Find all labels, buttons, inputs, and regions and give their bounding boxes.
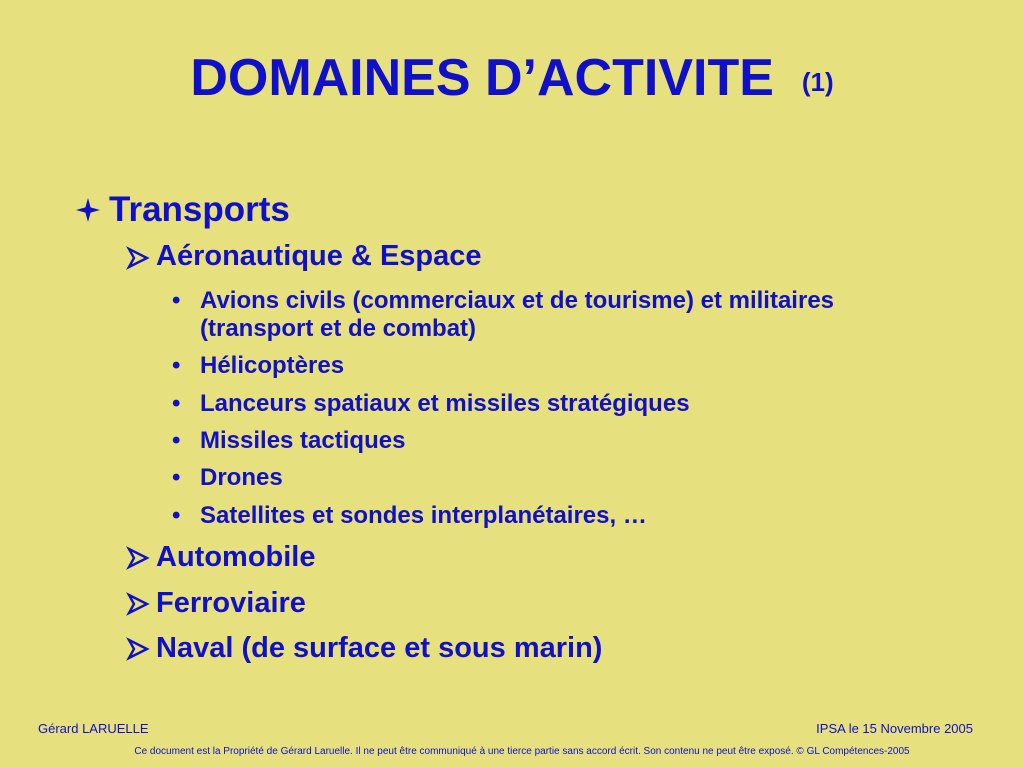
list-item-transports: Transports xyxy=(109,190,290,229)
list-item-satellites: Satellites et sondes interplanétaires, … xyxy=(200,502,647,529)
arrow-bullet-icon xyxy=(126,592,150,616)
title-text: DOMAINES D’ACTIVITE xyxy=(190,49,774,107)
footer-copyright-text: Ce document est la Propriété de Gérard Laruelle. Il ne peut être communiqué à une tierce partie sans accord écrit. Son contenu ne peut être exposé. © GL Compétences-2005 xyxy=(134,746,910,757)
bullet-dot: • xyxy=(172,390,181,417)
list-item-avions: Avions civils (commerciaux et de tourisme) et militaires xyxy=(200,287,835,314)
list-item-lanceurs: Lanceurs spatiaux et missiles stratégiques xyxy=(200,390,690,417)
arrow-bullet-icon xyxy=(126,637,150,661)
bullet-dot: • xyxy=(172,287,181,314)
four-pointed-star-icon xyxy=(75,197,101,223)
list-item-avions-continued: (transport et de combat) xyxy=(200,315,477,342)
list-item-naval: Naval (de surface et sous marin) xyxy=(156,632,603,664)
bullet-dot: • xyxy=(172,502,181,529)
bullet-dot: • xyxy=(172,464,181,491)
footer-author: Gérard LARUELLE xyxy=(38,721,149,736)
list-item-helicopteres: Hélicoptères xyxy=(200,352,345,379)
bullet-dot: • xyxy=(172,427,181,454)
footer-copyright xyxy=(0,746,1024,757)
list-item-missiles-tactiques: Missiles tactiques xyxy=(200,427,406,454)
list-item-drones: Drones xyxy=(200,464,283,491)
arrow-bullet-icon xyxy=(126,546,150,570)
footer-event: IPSA le 15 Novembre 2005 xyxy=(816,721,973,736)
list-item-aeronautique: Aéronautique & Espace xyxy=(156,240,482,272)
title-number: (1) xyxy=(801,67,834,97)
bullet-dot: • xyxy=(172,352,181,379)
slide-title xyxy=(0,48,1024,108)
list-item-automobile: Automobile xyxy=(156,541,316,573)
arrow-bullet-icon xyxy=(126,246,150,270)
list-item-ferroviaire: Ferroviaire xyxy=(156,587,306,619)
